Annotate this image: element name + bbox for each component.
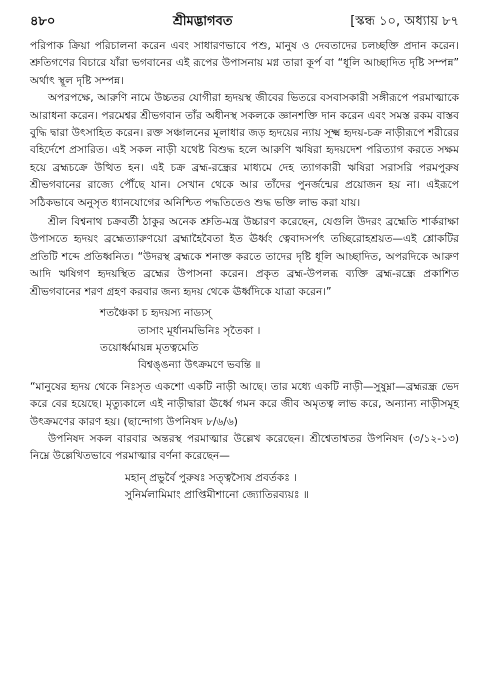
verse-line: বিশ্বঙ্ঙন্যা উৎক্রমণে ভবন্তি ॥ [138, 359, 261, 372]
chapter-reference: [স্কন্ধ ১০, অধ্যায় ৮৭ [350, 14, 459, 29]
verse-line: তয়োর্ধ্বমায়ন্ন মৃতত্বমেতি [100, 341, 199, 354]
paragraph: শ্রীল বিশ্বনাথ চক্রবর্তী ঠাকুর অনেক শ্রুতি-মন্ত্র উচ্চারণ করেছেন, যেগুলি উদরং ব্রহ্মেতি শার্করাক্ষা উপাসতে হৃদয়ং ব্রহ্মেত্যারুণয়ো ব্রহ্মাহৈবৈতা ইত ঊর্ধ্বং ত্বেবাদসর্পৎ তচ্ছিরোহশ্রয়ত—এই শ্লোকটির প্রতিটি শব্দে প্রতিধ্বনিত। “উদরস্থ ব্রহ্মকে শনাক্ত করতে তাদের দৃষ্টি ধূলি আচ্ছাদিত, অপরদিকে আরুণ আদি ঋষিগণ হৃদয়স্থিত ব্রহ্মের উপাসনা করেন। প্রকৃত ব্রহ্ম-উপলব্ধ ব্যক্তি ব্রহ্ম-রন্ধ্রে প্রকাশিত শ্রীভগবানের শরণ গ্রহণ করবার জন্য হৃদয় থেকে ঊর্ধ্বদিকে যাত্রা করেন।” [30, 216, 459, 298]
sanskrit-verse [30, 305, 459, 375]
page-body [30, 38, 459, 505]
paragraph: অপরপক্ষে, আরুণি নামে উচ্চতর যোগীরা হৃদয়স্থ জীবের ভিতরে বসবাসকারী সঙ্গীরূপে পরমাত্মাকে আরাধনা করেন। পরমেশ্বর শ্রীভগবান তাঁর অধীনস্থ সকলকে জ্ঞানশক্তি দান করেন এবং সমস্ত রকম বাস্তব বুদ্ধি দ্বারা উৎসাহিত করেন। রক্ত সঞ্চালনের মূলাধার জড় হৃদয়ের ন্যায় সূক্ষ্ম হৃদয়-চক্র নাড়ীরূপে শরীরের বহির্দেশে প্রসারিত। এই সকল নাড়ী যথেষ্ট বিশুদ্ধ হলে আরুণি ঋষিরা হৃদয়দেশ পরিত্যাগ করতে সক্ষম হয়ে ব্রহ্মচক্রে উত্থিত হন। এই চক্র ব্রহ্ম-রন্ধ্রের মাধ্যমে দেহ ত্যাগকারী ঋষিরা সরাসরি পরমপুরুষ শ্রীভগবানের রাজ্যে পৌঁছে যান। সেখান থেকে আর তাঁদের পুনর্জন্মের প্রয়োজন হয় না। এইরূপে সঠিকভাবে অনুসৃত ধ্যানযোগের অনিশ্চিত পদ্ধতিতেও শুদ্ধ ভক্তি লাভ করা যায়। [30, 92, 459, 209]
verse-line: মহান্ প্রভুর্বৈ পুরুষঃ সত্ত্বস্যৈষ প্রবর্তকঃ । [125, 471, 298, 484]
verse-line: তাসাং মূর্ধানমভিনিঃ সৃতৈকা । [138, 324, 261, 337]
book-title: শ্রীমদ্ভাগবত [172, 14, 233, 29]
sanskrit-verse [30, 470, 459, 505]
paragraph: পরিপাক ক্রিয়া পরিচালনা করেন এবং সাধারণভাবে পশু, মানুষ ও দেবতাদের চলচ্ছক্তি প্রদান করেন। শ্রুতিগণের বিচারে যাঁরা ভগবানের এই রূপের উপাসনায় মগ্ন তারা কূর্প বা “ধূলি আচ্ছাদিত দৃষ্টি সম্পন্ন” অর্থাৎ স্থূল দৃষ্টি সম্পন্ন। [30, 40, 459, 87]
page-header [30, 12, 459, 38]
page-number: ৪৮০ [30, 14, 56, 29]
verse-line: শতঞ্চৈকা চ হৃদয়স্য নাড্যস্ [100, 307, 212, 320]
paragraph: “মানুষের হৃদয় থেকে নিঃসৃত একশো একটি নাড়ী আছে। তার মধ্যে একটি নাড়ী—সুষুম্না—ব্রহ্মরন্ধ্র ভেদ করে বের হয়েছে। মৃত্যুকালে এই নাড়ীদ্বারা ঊর্ধ্বে গমন করে জীব অমৃতত্ব লাভ করে, অন্যান্য নাড়ীসমূহ উৎক্রমণের কারণ হয়। (ছান্দোগ্য উপনিষদ ৮/৬/৬) [30, 380, 459, 428]
paragraph: উপনিষদ সকল বারবার অন্তরস্থ পরমাত্মার উল্লেখ করেছেন। শ্রীশ্বেতাশ্বতর উপনিষদ (৩/১২-১৩) নিম্নে উল্লেখিতভাবে পরমাত্মার বর্ণনা করেছেন— [30, 432, 459, 463]
verse-line: সুনির্মলামিমাং প্রাপ্তিমীশানো জ্যোতিরব্যয়ঃ ॥ [125, 489, 309, 502]
